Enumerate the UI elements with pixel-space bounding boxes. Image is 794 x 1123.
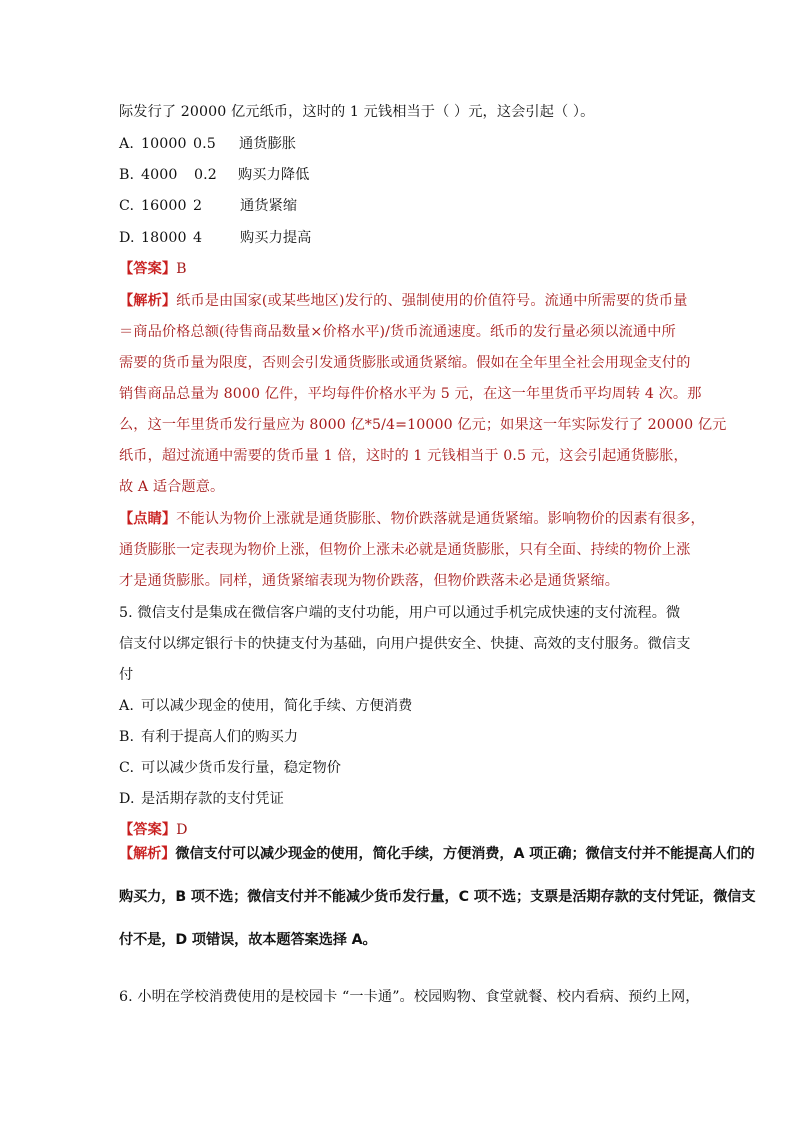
option-letter: B. [119,729,135,745]
q5-analysis-line-3: 付不是，D 项错误，故本题答案选择 A。 [119,932,377,948]
q4-analysis-line-2: ＝商品价格总额(待售商品数量×价格水平)/货币流通速度。纸币的发行量必须以流通中所 [119,324,676,340]
q4-option-b [119,165,309,185]
q4-analysis-line-1 [119,291,688,311]
option-letter: C. [119,760,135,776]
option-letter: B. [119,167,135,183]
option-letter: A. [119,698,134,714]
q5-option-c [119,758,341,778]
q4-analysis-line-7: 故 A 适合题意。 [119,479,225,495]
option-text: 可以减少货币发行量，稳定物价 [141,760,342,776]
q5-option-b [119,727,298,747]
option-value-1: 16000 [141,198,187,214]
q5-option-a [119,696,412,716]
q4-analysis-line-5: 么，这一年里货币发行量应为 8000 亿*5/4=10000 亿元；如果这一年实际发行了 20000 亿元 [119,417,727,433]
option-letter: A. [119,136,134,152]
option-text: 是活期存款的支付凭证 [141,791,284,807]
analysis-text: 微信支付可以减少现金的使用，简化手续，方便消费，A 项正确；微信支付并不能提高人们的 [175,846,755,862]
option-text: 有利于提高人们的购买力 [141,729,299,745]
q5-stem-line-2: 信支付以绑定银行卡的快捷支付为基础，向用户提供安全、快捷、高效的支付服务。微信支 [119,636,691,652]
option-value-1: 10000 [141,136,187,152]
q4-answer [119,259,187,279]
q5-answer [119,820,188,840]
analysis-text: 纸币是由国家(或某些地区)发行的、强制使用的价值符号。流通中所需要的货币量 [176,293,688,309]
option-value-2: 0.5 [193,136,216,152]
option-value-2: 0.2 [194,167,217,183]
q5-analysis-line-1 [119,844,755,864]
q6-stem-line-1: 6. 小明在学校消费使用的是校园卡 “一卡通”。校园购物、食堂就餐、校内看病、预约上网， [119,989,700,1005]
answer-label: 【答案】 [119,822,177,838]
option-value-1: 4000 [141,167,178,183]
q4-analysis-line-6: 纸币，超过流通中需要的货币量 1 倍，这时的 1 元钱相当于 0.5 元，这会引起通货膨胀， [119,448,688,464]
q4-option-c [119,196,297,216]
q4-comment-line-3: 才是通货膨胀。同样，通货紧缩表现为物价跌落，但物价跌落未必是通货紧缩。 [119,573,620,589]
option-value-1: 18000 [141,230,187,246]
option-letter: D. [119,230,135,246]
answer-value: B [176,261,187,277]
q4-analysis-line-3: 需要的货币量为限度，否则会引发通货膨胀或通货紧缩。假如在全年里全社会用现金支付的 [119,355,691,371]
option-value-2: 2 [193,198,203,214]
option-value-3: 通货膨胀 [239,136,297,152]
answer-value: D [176,822,188,838]
analysis-label: 【解析】 [119,293,177,309]
option-value-3: 购买力提高 [240,230,312,246]
q5-analysis-line-2: 购买力，B 项不选；微信支付并不能减少货币发行量，C 项不选；支票是活期存款的支付凭证，微信支 [119,889,756,905]
q4-comment-line-1 [119,509,705,529]
q5-stem-line-3: 付 [119,667,134,683]
q5-stem-line-1: 5. 微信支付是集成在微信客户端的支付功能，用户可以通过手机完成快速的支付流程。微 [119,605,681,621]
option-letter: C. [119,198,135,214]
comment-label: 【点睛】 [119,511,177,527]
option-value-3: 购买力降低 [238,167,310,183]
analysis-label: 【解析】 [119,846,176,862]
option-text: 可以减少现金的使用，简化手续、方便消费 [141,698,413,714]
q4-option-a [119,134,296,154]
q4-option-d [119,228,311,248]
option-letter: D. [119,791,135,807]
option-value-2: 4 [193,230,203,246]
answer-label: 【答案】 [119,261,177,277]
q5-option-d [119,789,284,809]
option-value-3: 通货紧缩 [240,198,298,214]
q4-comment-line-2: 通货膨胀一定表现为物价上涨，但物价上涨未必就是通货膨胀，只有全面、持续的物价上涨 [119,542,691,558]
q4-stem-tail: 际发行了 20000 亿元纸币，这时的 1 元钱相当于（ ）元，这会引起（ ）。 [119,104,595,120]
q4-analysis-line-4: 销售商品总量为 8000 亿件，平均每件价格水平为 5 元，在这一年里货币平均周转 4 次。那 [119,386,702,402]
comment-text: 不能认为物价上涨就是通货膨胀、物价跌落就是通货紧缩。影响物价的因素有很多， [176,511,705,527]
